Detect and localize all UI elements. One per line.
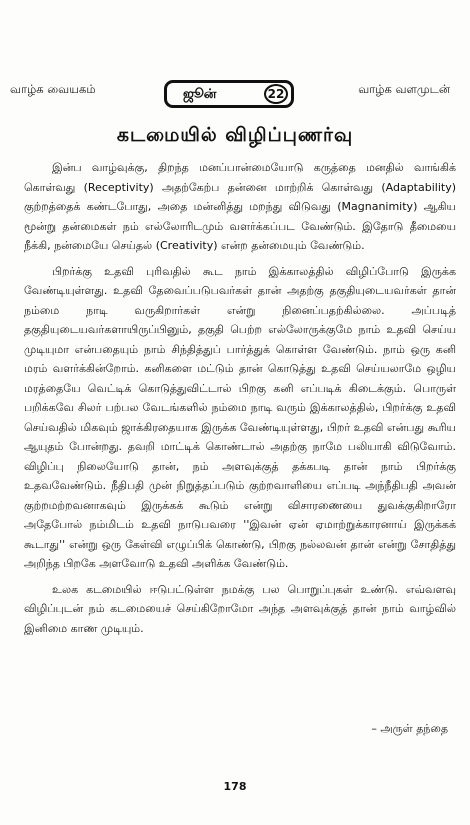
paragraph-1: இன்ப வாழ்வுக்கு, திறந்த மனப்பான்மையோடு கருத்தை மனதில் வாங்கிக் கொள்வது (Receptivity) அதற்கேற்ப தன்னை மாற்றிக் கொள்வது (Adaptability) குற்றத்தைக் கண்டபோது, அதை மன்னித்து மறந்து விடுவது (Magnanimity) ஆகிய மூன்று தன்மைகள் நம் எல்லோரிடமும் வளர்க்கப்பட வேண்டும். இதோடு தீமையை நீக்கி, நன்மையே செய்தல் (Creativity) என்ற தன்மையும் வேண்டும். (24, 161, 456, 252)
body-text (24, 158, 456, 640)
signature: – அருள் தந்தை (371, 722, 448, 735)
page-header (0, 80, 470, 120)
header-right-motto: வாழ்க வளமுடன் (358, 82, 450, 96)
page-title: கடமையில் விழிப்புணர்வு (116, 124, 354, 146)
day-number: 22 (264, 84, 288, 104)
paragraph-3: உலக கடமையில் ஈடுபட்டுள்ள நமக்கு பல பொறுப்புகள் உண்டு. எவ்வளவு விழிப்புடன் நம் கடமையைச் செய்கிறோமோ அந்த அளவுக்குத் தான் நாம் வாழ்வில் இனிமை காண முடியும். (24, 582, 456, 635)
date-box (164, 80, 294, 108)
paragraph-2: பிறர்க்கு உதவி புரிவதில் கூட நாம் இக்காலத்தில் விழிப்போடு இருக்க வேண்டியுள்ளது. உதவி தேவைப்படுபவர்கள் தான் அதற்கு தகுதியுடையவர்கள் தான் நம்மை நாடி வருகிறார்கள் என்று நினைப்பதற்கில்லை. அப்படித் தகுதியுடையவர்களாயிருப்பினும், தகுதி பெற்ற எல்லோருக்குமே நாம் உதவி செய்ய முடியுமா என்பதையும் நாம் சிந்தித்துப் பார்த்துக் கொள்ள வேண்டும். நாம் ஒரு கனி மரம் வளர்க்கின்றோம். கனிகளை மட்டும் தான் கொடுத்து உதவி செய்யலாமே ஒழிய மரத்தையே வெட்டிக் கொடுத்துவிட்டால் பிறகு கனி எப்படிக் கிடைக்கும். பொருள் பறிக்கவே சிலர் பற்பல வேடங்களில் நம்மை நாடி வரும் இக்காலத்தில், பிறர்க்கு உதவி செய்வதில் மிகவும் ஜாக்கிரதையாக இருக்க வேண்டியுள்ளது, பிறர் உதவி என்பது கூரிய ஆயுதம் போன்றது. தவறி மாட்டிக் கொண்டால் அதற்கு நாமே பலியாகி விடுவோம். விழிப்பு நிலையோடு தான், நம் அளவுக்குத் தக்கபடி தான் நாம் பிறர்க்கு உதவவேண்டும். நீதிபதி முன் நிறுத்தப்படும் குற்றவாளியை எப்படி அந்நீதிபதி அவன் குற்றமற்றவனாகவும் இருக்கக் கூடும் என்று விசாரணையை துவக்குகிறாரோ அதேபோல் நம்மிடம் உதவி நாடுபவரை ''இவன் ஏன் ஏமாற்றுக்காரனாய் இருக்கக் கூடாது'' என்று ஒரு கேள்வி எழுப்பிக் கொண்டு, பிறகு நல்லவன் தான் என்று சோதித்து அறிந்த பிறகே அளவோடு உதவி அளிக்க வேண்டும். (24, 264, 457, 570)
header-left-motto: வாழ்க வையகம் (10, 82, 96, 96)
page-number: 178 (223, 780, 247, 793)
month-label: ஜூன் (183, 87, 217, 102)
